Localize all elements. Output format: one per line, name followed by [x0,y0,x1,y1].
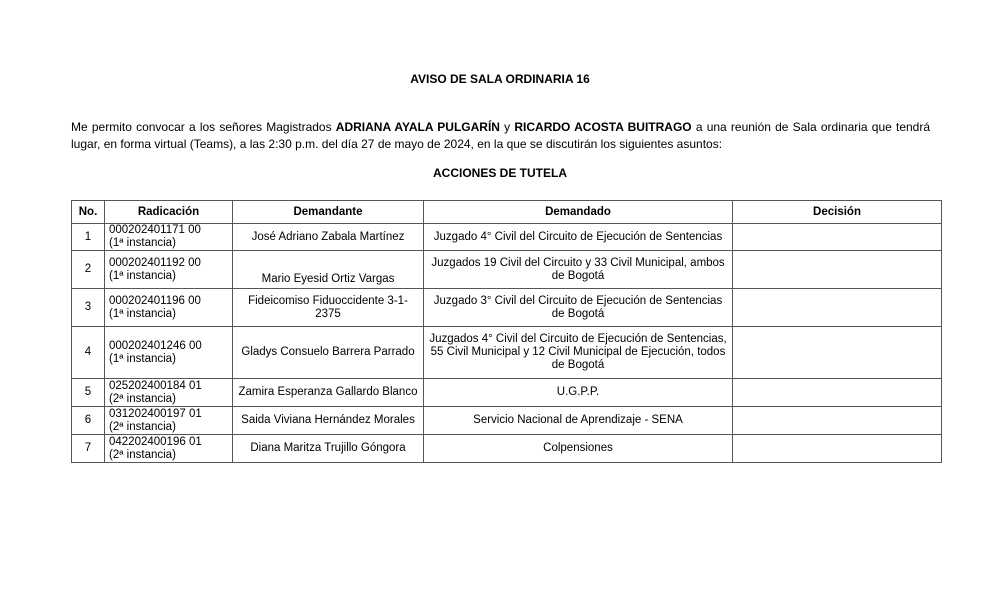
cell-radicacion [105,251,233,289]
radicacion-instancia: (2ª instancia) [109,448,176,461]
radicacion-number: 042202400196 01 [109,435,202,448]
section-title: ACCIONES DE TUTELA [432,166,567,180]
cell-demandado: Juzgados 19 Civil del Circuito y 33 Civil Municipal, ambos de Bogotá [424,251,733,289]
header-radicacion: Radicación [105,201,233,224]
cell-demandante: Zamira Esperanza Gallardo Blanco [233,379,424,407]
cell-radicacion [105,435,233,463]
table-row [72,407,942,435]
cell-decision [733,407,942,435]
radicacion-instancia: (1ª instancia) [109,269,176,282]
intro-paragraph [71,119,930,152]
cell-radicacion [105,224,233,251]
cell-demandado: Juzgado 3° Civil del Circuito de Ejecución de Sentencias de Bogotá [424,289,733,327]
intro-text-2: y [499,120,515,134]
radicacion-number: 000202401196 00 [109,294,201,307]
cell-demandado: Juzgado 4° Civil del Circuito de Ejecución de Sentencias [424,224,733,251]
intro-text-1: Me permito convocar a los señores Magistrados [71,120,336,134]
cell-no: 5 [72,379,105,407]
cell-decision [733,224,942,251]
radicacion-number: 000202401171 00 [109,224,201,236]
radicacion-instancia: (1ª instancia) [109,352,176,365]
cell-no: 2 [72,251,105,289]
cell-demandante: Mario Eyesid Ortiz Vargas [233,251,424,289]
header-decision: Decisión [733,201,942,224]
document-title: AVISO DE SALA ORDINARIA 16 [410,72,590,86]
table-row [72,379,942,407]
cell-decision [733,435,942,463]
radicacion-number: 000202401246 00 [109,339,202,352]
radicacion-number: 025202400184 01 [109,379,202,392]
cell-radicacion [105,289,233,327]
header-demandante: Demandante [233,201,424,224]
cell-demandante: Fideicomiso Fiduoccidente 3-1-2375 [233,289,424,327]
cell-demandado: Colpensiones [424,435,733,463]
cell-radicacion [105,327,233,379]
table-row [72,224,942,251]
radicacion-instancia: (2ª instancia) [109,392,176,405]
radicacion-instancia: (1ª instancia) [109,237,176,249]
cell-demandante: José Adriano Zabala Martínez [233,224,424,251]
cell-radicacion [105,379,233,407]
radicacion-number: 031202400197 01 [109,407,202,420]
cell-no: 3 [72,289,105,327]
cell-decision [733,251,942,289]
table-row [72,435,942,463]
intro-text-3: a una reunión de Sala ordinaria que tendrá lugar, en forma virtual (Teams), a las 2:30 p.m. del día 27 de mayo de 2024, en la que se discutirán los siguientes asuntos: [71,120,931,151]
cell-demandante: Gladys Consuelo Barrera Parrado [233,327,424,379]
table-row [72,251,942,289]
tutelas-table [71,200,942,463]
cell-demandante: Diana Maritza Trujillo Góngora [233,435,424,463]
header-no: No. [72,201,105,224]
cell-radicacion [105,407,233,435]
cell-decision [733,289,942,327]
cell-no: 1 [72,224,105,251]
cell-decision [733,327,942,379]
magistrate-name-2: RICARDO ACOSTA BUITRAGO [514,120,692,134]
header-demandado: Demandado [424,201,733,224]
cell-decision [733,379,942,407]
cell-demandado: U.G.P.P. [424,379,733,407]
cell-no: 6 [72,407,105,435]
magistrate-name-1: ADRIANA AYALA PULGARÍN [335,120,500,134]
cell-demandado: Juzgados 4° Civil del Circuito de Ejecución de Sentencias, 55 Civil Municipal y 12 Civil Municipal de Ejecución, todos de Bogotá [424,327,733,379]
cell-demandado: Servicio Nacional de Aprendizaje - SENA [424,407,733,435]
table-row [72,289,942,327]
table-header-row [72,201,942,224]
cell-no: 4 [72,327,105,379]
radicacion-number: 000202401192 00 [109,256,201,269]
radicacion-instancia: (2ª instancia) [109,420,176,433]
table-row [72,327,942,379]
cell-demandante: Saida Viviana Hernández Morales [233,407,424,435]
radicacion-instancia: (1ª instancia) [109,307,176,320]
cell-no: 7 [72,435,105,463]
